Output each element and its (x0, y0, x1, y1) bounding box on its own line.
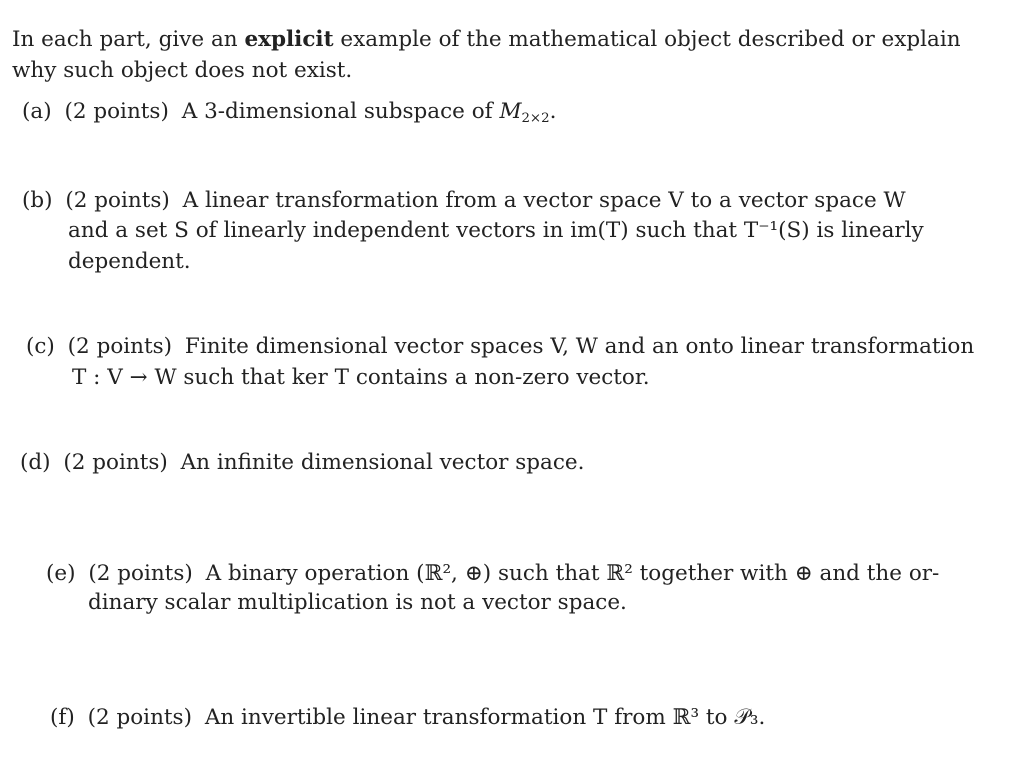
part-a-text: A 3-dimensional subspace of (181, 99, 500, 124)
part-e-line-1 (46, 563, 939, 585)
part-c-points: (2 points) (67, 334, 173, 359)
part-d (20, 452, 584, 474)
part-a-math-M: M (499, 99, 522, 124)
part-c-label: (c) (26, 334, 55, 359)
part-a (22, 99, 557, 126)
part-b-line-1 (22, 190, 954, 212)
part-f (50, 707, 765, 729)
part-f-text: An invertible linear transformation T from ℝ³ to 𝒫₃. (204, 705, 766, 730)
part-c-text-1: Finite dimensional vector spaces V, W and an onto linear transformation (184, 334, 975, 359)
intro-bold-word: explicit (244, 27, 334, 52)
part-a-label: (a) (22, 99, 52, 124)
part-e-label: (e) (46, 561, 76, 586)
part-c-line-1 (26, 336, 974, 358)
part-e-points: (2 points) (88, 561, 193, 586)
intro-text-before: In each part, give an (12, 27, 245, 52)
part-b-label: (b) (22, 188, 53, 213)
part-f-label: (f) (50, 705, 75, 730)
part-e-text-1: A binary operation (ℝ², ⊕) such that ℝ² together with ⊕ and the or- (205, 561, 940, 586)
intro-line-2: why such object does not exist. (12, 58, 353, 83)
part-b-text-1: A linear transformation from a vector space V to a vector space W (182, 188, 906, 213)
part-a-end: . (549, 99, 557, 124)
part-f-points: (2 points) (87, 705, 192, 730)
part-d-text: An infinite dimensional vector space. (180, 450, 585, 475)
intro-text-after: example of the mathematical object described or explain (333, 27, 961, 52)
part-a-points: (2 points) (64, 99, 169, 124)
part-b-line-3: dependent. (68, 249, 191, 274)
part-d-points: (2 points) (63, 450, 168, 475)
part-b-points: (2 points) (65, 188, 170, 213)
part-c-line-2: T : V → W such that ker T contains a non-zero vector. (72, 365, 650, 390)
part-a-math-sub: 2×2 (521, 110, 550, 126)
part-b-line-2: and a set S of linearly independent vectors in im(T) such that T⁻¹(S) is linearly (68, 218, 924, 243)
part-e-line-2: dinary scalar multiplication is not a vector space. (88, 590, 627, 615)
intro-line-1 (12, 27, 961, 52)
part-d-label: (d) (20, 450, 51, 475)
